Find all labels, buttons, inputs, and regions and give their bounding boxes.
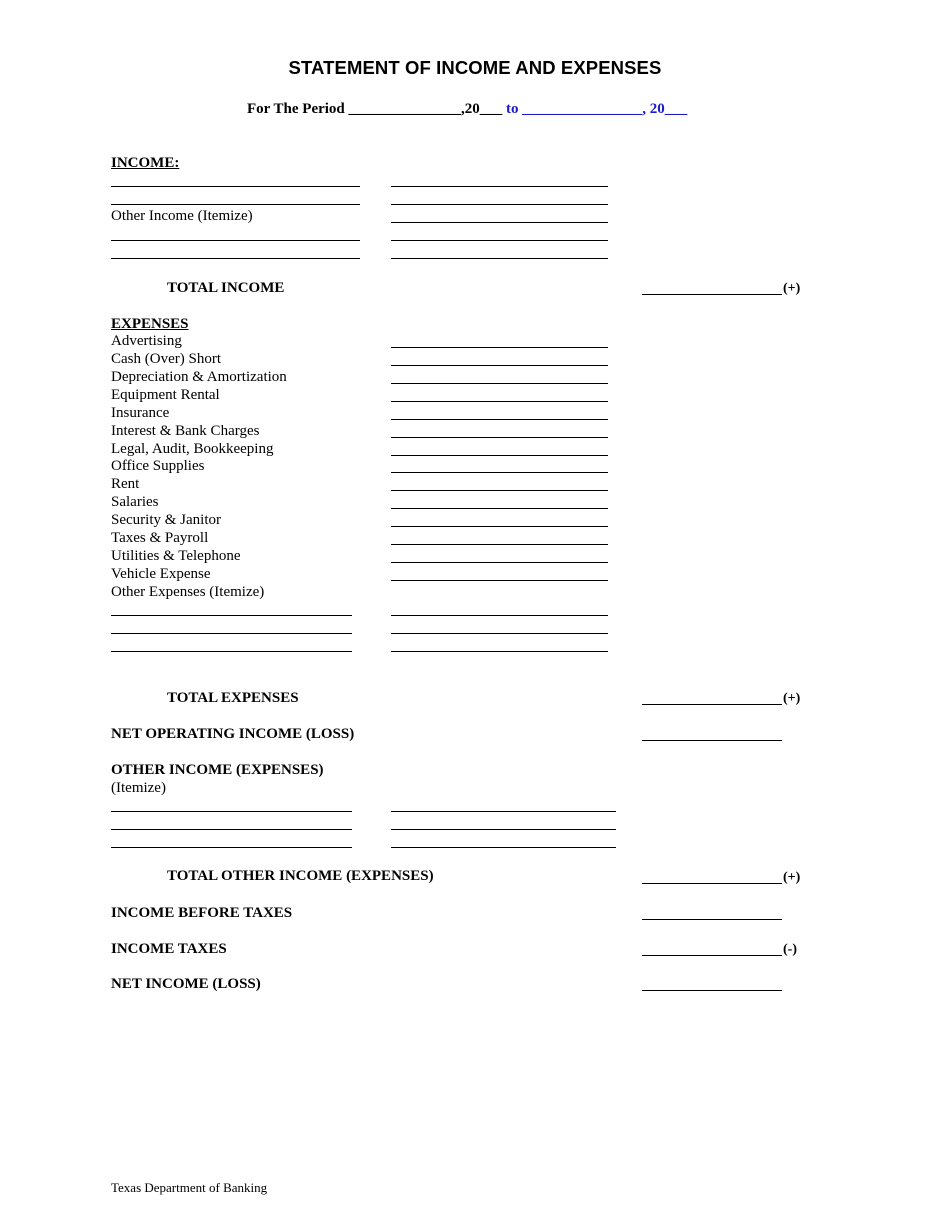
other-income-amount-line-3[interactable] (391, 258, 608, 259)
income-taxes-label: INCOME TAXES (111, 941, 227, 957)
expense-label: Rent (111, 476, 140, 492)
income-amount-line-1[interactable] (391, 186, 608, 187)
income-desc-line-2[interactable] (111, 204, 360, 205)
net-income-label: NET INCOME (LOSS) (111, 976, 261, 992)
total-income-label: TOTAL INCOME (167, 280, 285, 296)
expense-line[interactable] (391, 580, 608, 581)
other-income-label: Other Income (Itemize) (111, 208, 253, 224)
income-taxes-line[interactable] (642, 955, 782, 956)
expense-label: Vehicle Expense (111, 566, 211, 582)
other-ie-desc-line-3[interactable] (111, 847, 352, 848)
expense-label: Interest & Bank Charges (111, 423, 260, 439)
expense-label: Cash (Over) Short (111, 351, 221, 367)
other-expense-amount-line-1[interactable] (391, 615, 608, 616)
expense-label: Legal, Audit, Bookkeeping (111, 441, 274, 457)
expense-line[interactable] (391, 526, 608, 527)
total-other-income-line[interactable] (642, 883, 782, 884)
footer-text: Texas Department of Banking (111, 1180, 268, 1195)
income-amount-line-2[interactable] (391, 204, 608, 205)
expense-line[interactable] (391, 401, 608, 402)
expense-line[interactable] (391, 419, 608, 420)
total-expenses-suffix: (+) (783, 691, 801, 706)
expense-label: Utilities & Telephone (111, 548, 241, 564)
total-other-income-suffix: (+) (783, 870, 801, 885)
expense-label: Security & Janitor (111, 512, 221, 528)
total-expenses-label: TOTAL EXPENSES (167, 690, 299, 706)
other-income-desc-line-3[interactable] (111, 258, 360, 259)
other-expense-desc-line-1[interactable] (111, 615, 352, 616)
income-heading: INCOME: (111, 155, 180, 171)
other-ie-amount-line-1[interactable] (391, 811, 616, 812)
other-income-amount-line-2[interactable] (391, 240, 608, 241)
other-ie-amount-line-3[interactable] (391, 847, 616, 848)
other-income-expenses-label: OTHER INCOME (EXPENSES) (111, 762, 324, 778)
expense-line[interactable] (391, 365, 608, 366)
net-income-line[interactable] (642, 990, 782, 991)
expense-line[interactable] (391, 544, 608, 545)
other-expense-desc-line-2[interactable] (111, 633, 352, 634)
expense-label: Insurance (111, 405, 170, 421)
total-income-line[interactable] (642, 294, 782, 295)
expense-line[interactable] (391, 508, 608, 509)
expense-label: Office Supplies (111, 458, 205, 474)
other-expense-desc-line-3[interactable] (111, 651, 352, 652)
income-taxes-suffix: (-) (783, 942, 797, 957)
other-ie-desc-line-1[interactable] (111, 811, 352, 812)
total-expenses-line[interactable] (642, 704, 782, 705)
expense-label: Equipment Rental (111, 387, 220, 403)
expense-line[interactable] (391, 383, 608, 384)
other-expense-amount-line-3[interactable] (391, 651, 608, 652)
expenses-heading: EXPENSES (111, 316, 189, 332)
other-ie-amount-line-2[interactable] (391, 829, 616, 830)
total-other-income-label: TOTAL OTHER INCOME (EXPENSES) (167, 868, 434, 884)
other-ie-desc-line-2[interactable] (111, 829, 352, 830)
expense-label: Salaries (111, 494, 159, 510)
expense-line[interactable] (391, 472, 608, 473)
period-label: For The Period _______________,20___ (247, 101, 503, 117)
period-line (247, 101, 687, 118)
period-to: to ________________, 20___ (502, 101, 688, 117)
other-income-desc-line-2[interactable] (111, 240, 360, 241)
income-before-taxes-label: INCOME BEFORE TAXES (111, 905, 293, 921)
other-expense-amount-line-2[interactable] (391, 633, 608, 634)
other-income-expenses-itemize: (Itemize) (111, 780, 166, 796)
expense-line[interactable] (391, 455, 608, 456)
total-income-suffix: (+) (783, 281, 801, 296)
expense-line[interactable] (391, 437, 608, 438)
page-title: STATEMENT OF INCOME AND EXPENSES (288, 57, 662, 78)
expense-line[interactable] (391, 562, 608, 563)
net-operating-label: NET OPERATING INCOME (LOSS) (111, 726, 355, 742)
expense-label: Taxes & Payroll (111, 530, 209, 546)
expense-line[interactable] (391, 347, 608, 348)
expense-label: Advertising (111, 333, 182, 349)
expense-line[interactable] (391, 490, 608, 491)
expense-label: Depreciation & Amortization (111, 369, 287, 385)
net-operating-line[interactable] (642, 740, 782, 741)
income-before-taxes-line[interactable] (642, 919, 782, 920)
income-desc-line-1[interactable] (111, 186, 360, 187)
other-income-amount-line-1[interactable] (391, 222, 608, 223)
expense-label: Other Expenses (Itemize) (111, 584, 265, 600)
